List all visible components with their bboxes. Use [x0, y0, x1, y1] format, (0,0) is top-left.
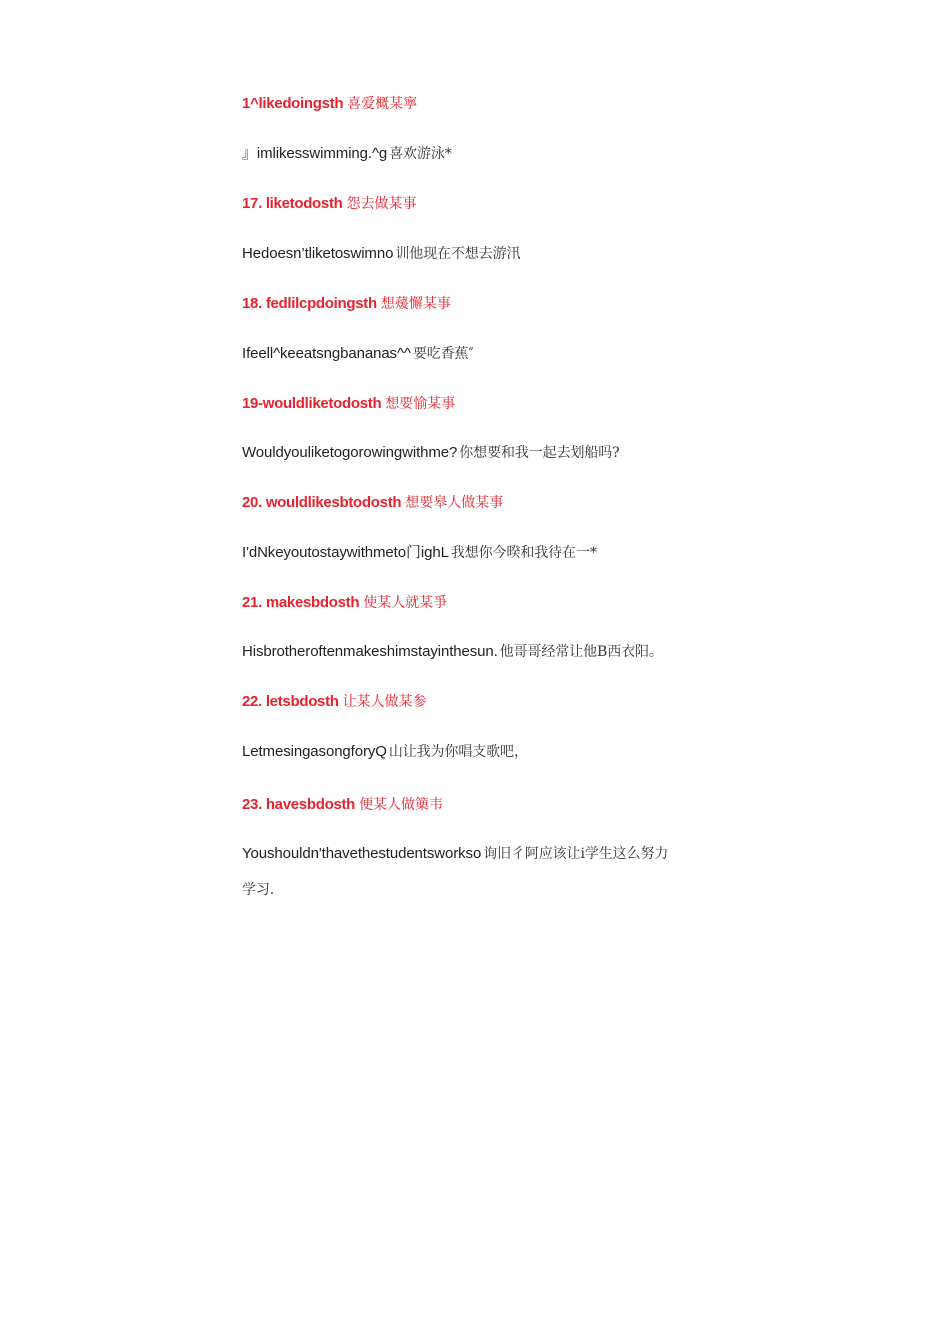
phrase-cn: 让某人做某参 — [342, 694, 427, 710]
example-sentence — [242, 544, 597, 562]
example-sentence — [242, 643, 663, 661]
example-sentence — [242, 845, 668, 863]
phrase-heading — [242, 395, 455, 413]
example-en: I'dNkeyoutostaywithmeto门ighL — [242, 544, 449, 561]
phrase-heading — [242, 594, 447, 612]
example-en: 』imlikesswimming.^g — [242, 145, 388, 162]
example-cn: 训他现在不想去游汛 — [395, 246, 521, 262]
example-cn: 询旧彳阿应该让i学生这么努力 — [483, 846, 669, 862]
example-cn: 山让我为你唱支歌吧， — [388, 744, 528, 760]
phrase-cn: 喜爱概某寧 — [347, 96, 418, 112]
example-en: Ifeell^keeatsngbananas^^ — [242, 345, 411, 362]
phrase-cn: 使某人就某爭 — [363, 595, 448, 611]
example-cn: 我想你今暌和我待在一* — [450, 545, 597, 561]
example-en: Hedoesn’tliketoswimno — [242, 245, 394, 262]
phrase-en: 21. makesbdosth — [242, 594, 360, 611]
example-en: LetmesingasongforyQ — [242, 743, 387, 760]
example-sentence — [242, 245, 520, 263]
example-cn: 他哥哥经常让他B西衣阳。 — [499, 644, 663, 660]
example-en: Hisbrotheroftenmakeshimstayinthesun. — [242, 643, 498, 660]
phrase-heading — [242, 195, 417, 213]
example-cn: 学习. — [242, 882, 275, 898]
phrase-en: 19-wouldliketodosth — [242, 395, 382, 412]
phrase-heading — [242, 796, 443, 814]
example-sentence — [242, 145, 452, 163]
example-sentence — [242, 345, 474, 363]
example-cn: 喜欢游泳* — [389, 146, 452, 162]
phrase-cn: 想要愉某事 — [385, 396, 456, 412]
example-sentence — [242, 743, 528, 761]
example-en: Youshouldn'thavethestudentsworkso — [242, 845, 482, 862]
phrase-en: 23. havesbdosth — [242, 796, 356, 813]
phrase-heading — [242, 295, 451, 313]
phrase-cn: 怨去做某事 — [346, 196, 417, 212]
phrase-en: 17. liketodosth — [242, 195, 343, 212]
phrase-en: 18. fedlilcpdoingsth — [242, 295, 377, 312]
phrase-en: 20. wouldlikesbtodosth — [242, 494, 402, 511]
phrase-en: 22. letsbdosth — [242, 693, 339, 710]
phrase-heading — [242, 95, 417, 113]
example-cn: 要吃香蕉″ — [412, 346, 474, 362]
phrase-cn: 想蕿懈某事 — [380, 296, 451, 312]
example-cn: 你想要和我一起去划船吗? — [459, 445, 620, 461]
example-en: Wouldyouliketogorowingwithme? — [242, 444, 458, 461]
example-sentence-continuation — [242, 881, 274, 899]
phrase-en: 1^likedoingsth — [242, 95, 344, 112]
phrase-cn: 便某人做篥韦 — [359, 797, 444, 813]
phrase-heading — [242, 494, 503, 512]
example-sentence — [242, 444, 620, 462]
phrase-heading — [242, 693, 427, 711]
phrase-cn: 想要皋人做某事 — [405, 495, 504, 511]
